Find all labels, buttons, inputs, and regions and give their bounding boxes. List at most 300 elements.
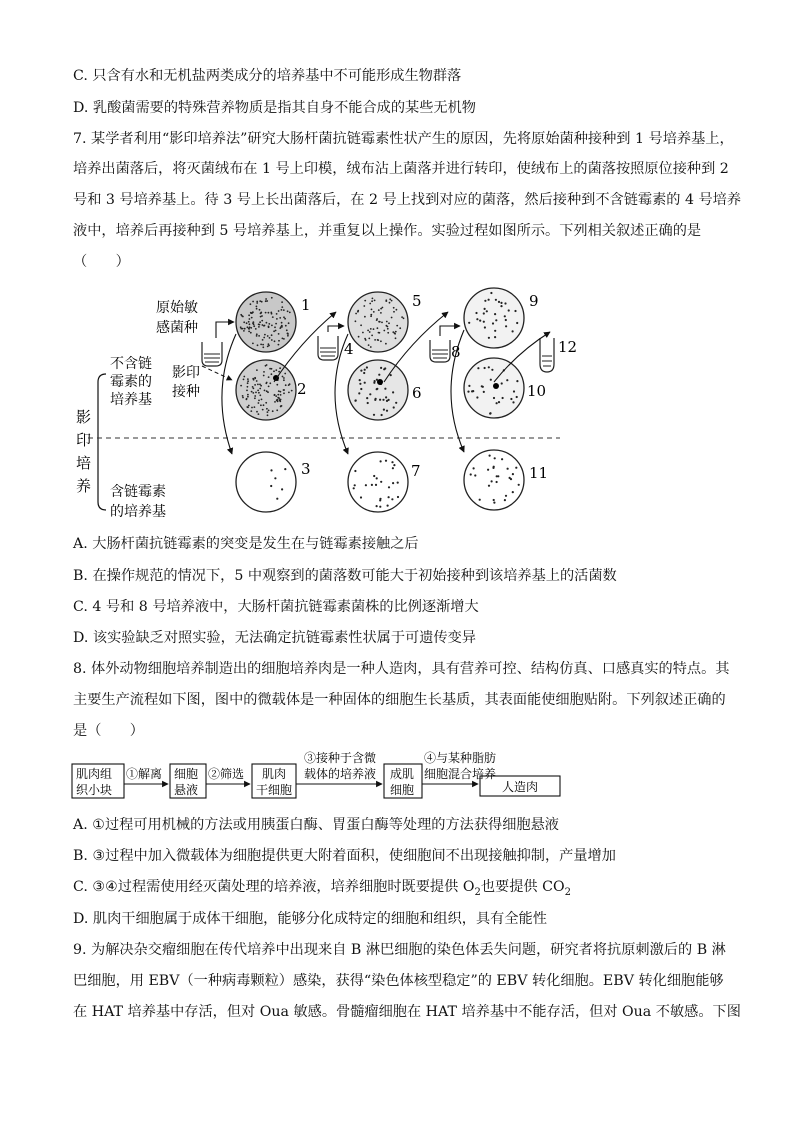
- colony-dot: [265, 300, 267, 302]
- colony-dot: [376, 505, 378, 507]
- colony-dot: [355, 313, 357, 315]
- colony-dot: [377, 327, 379, 329]
- colony-dot: [371, 484, 373, 486]
- colony-dot: [374, 339, 376, 341]
- colony-dot: [516, 380, 518, 382]
- colony-dot: [490, 379, 492, 381]
- colony-dot: [379, 499, 381, 501]
- colony-dot: [263, 375, 265, 377]
- colony-dot: [281, 306, 283, 308]
- colony-dot: [270, 469, 272, 471]
- colony-dot: [492, 467, 494, 469]
- colony-dot: [472, 390, 474, 392]
- q7-stem-line4: 液中，培养后再接种到 5 号培养基上，并重复以上操作。实验过程如图所示。下列相关叙述正确的是: [73, 223, 702, 239]
- colony-dot: [502, 397, 504, 399]
- colony-dot: [383, 409, 385, 411]
- q8-option-a: A. ①过程可用机械的方法或用胰蛋白酶、胃蛋白酶等处理的方法获得细胞悬液: [73, 817, 559, 833]
- colony-dot: [253, 325, 255, 327]
- colony-dot: [248, 405, 250, 407]
- colony-dot: [268, 386, 270, 388]
- colony-dot: [396, 325, 398, 327]
- colony-dot: [493, 499, 495, 501]
- colony-dot: [504, 499, 506, 501]
- replica-plating-diagram: [60, 282, 600, 532]
- colony-dot: [362, 332, 364, 334]
- colony-dot: [250, 312, 252, 314]
- colony-dot: [484, 308, 486, 310]
- colony-dot: [256, 308, 258, 310]
- colony-dot: [489, 413, 491, 415]
- step3-line1: ③接种于含微: [304, 751, 377, 765]
- colony-dot: [261, 399, 263, 401]
- colony-dot: [240, 314, 242, 316]
- colony-dot: [354, 400, 356, 402]
- colony-dot: [476, 318, 478, 320]
- colony-dot: [281, 488, 283, 490]
- colony-dot: [250, 410, 252, 412]
- colony-dot: [283, 309, 285, 311]
- plate-9: [464, 288, 524, 348]
- colony-dot: [384, 388, 386, 390]
- colony-dot: [254, 406, 256, 408]
- colony-dot: [364, 369, 366, 371]
- colony-dot: [385, 396, 387, 398]
- colony-dot: [281, 325, 283, 327]
- colony-dot: [360, 496, 362, 498]
- selected-colony: [493, 383, 499, 389]
- box2-line1: 细胞: [174, 767, 199, 781]
- colony-dot: [252, 392, 254, 394]
- colony-dot: [393, 311, 395, 313]
- colony-dot: [360, 324, 362, 326]
- colony-dot: [258, 392, 260, 394]
- colony-dot: [385, 460, 387, 462]
- colony-dot: [258, 400, 260, 402]
- colony-dot: [370, 315, 372, 317]
- colony-dot: [468, 385, 470, 387]
- label-no-strep-1: 不含链: [110, 356, 152, 372]
- colony-dot: [289, 312, 291, 314]
- colony-dot: [248, 314, 250, 316]
- q7-stem-line1: 7. 某学者利用“影印培养法”研究大肠杆菌抗链霉素性状产生的原因，先将原始菌种接种到 1 号培养基上，: [73, 131, 734, 147]
- colony-dot: [259, 388, 261, 390]
- colony-dot: [495, 319, 497, 321]
- colony-dot: [496, 402, 498, 404]
- q8-option-c: [73, 877, 571, 903]
- colony-dot: [281, 322, 283, 324]
- colony-dot: [487, 469, 489, 471]
- colony-dot: [279, 367, 281, 369]
- label-no-strep-2: 霉素的: [110, 374, 152, 390]
- colony-dot: [286, 329, 288, 331]
- colony-dot: [256, 301, 258, 303]
- colony-dot: [403, 317, 405, 319]
- colony-dot: [371, 335, 373, 337]
- colony-dot: [247, 382, 249, 384]
- colony-dot: [488, 337, 490, 339]
- option-c-q6: C. 只含有水和无机盐两类成分的培养基中不可能形成生物群落: [73, 68, 462, 84]
- colony-dot: [397, 482, 399, 484]
- option-d-q6: D. 乳酸菌需要的特殊营养物质是指其自身不能合成的某些无机物: [73, 100, 476, 116]
- colony-dot: [391, 498, 393, 500]
- colony-dot: [251, 317, 253, 319]
- colony-dot: [504, 315, 506, 317]
- q8-option-d: D. 肌肉干细胞属于成体干细胞，能够分化成特定的细胞和组织，具有全能性: [73, 911, 547, 927]
- colony-dot: [274, 340, 276, 342]
- number-2: 2: [297, 380, 307, 398]
- q8-stem-line3: 是（ ）: [73, 723, 144, 739]
- colony-dot: [365, 484, 367, 486]
- colony-dot: [379, 399, 381, 401]
- box2-line2: 悬液: [174, 783, 199, 797]
- colony-dot: [278, 310, 280, 312]
- colony-dot: [393, 307, 395, 309]
- colony-dot: [381, 322, 383, 324]
- colony-dot: [389, 298, 391, 300]
- colony-dot: [269, 337, 271, 339]
- colony-dot: [287, 333, 289, 335]
- colony-dot: [378, 374, 380, 376]
- colony-dot: [488, 366, 490, 368]
- colony-dot: [493, 502, 495, 504]
- colony-dot: [396, 309, 398, 311]
- colony-dot: [393, 464, 395, 466]
- colony-dot: [494, 330, 496, 332]
- plate-3: [236, 452, 296, 512]
- q8c-sub-co2: 2: [564, 886, 571, 898]
- colony-dot: [508, 309, 510, 311]
- colony-dot: [366, 366, 368, 368]
- colony-dot: [269, 382, 271, 384]
- colony-dot: [254, 377, 256, 379]
- colony-dot: [257, 390, 259, 392]
- colony-dot: [377, 339, 379, 341]
- colony-dot: [483, 321, 485, 323]
- colony-dot: [278, 397, 280, 399]
- colony-dot: [252, 322, 254, 324]
- colony-dot: [358, 336, 360, 338]
- colony-dot: [248, 331, 250, 333]
- q7-stem-line3: 号和 3 号培养基上。待 3 号上长出菌落后，在 2 号上找到对应的菌落，然后接种到不含链霉素的 4 号培养: [73, 192, 742, 208]
- colony-dot: [247, 386, 249, 388]
- colony-dot: [255, 328, 257, 330]
- colony-dot: [273, 370, 275, 372]
- colony-dot: [260, 385, 262, 387]
- label-no-strep-3: 培养基: [110, 392, 152, 408]
- colony-dot: [287, 310, 289, 312]
- colony-dot: [285, 325, 287, 327]
- colony-dot: [374, 399, 376, 401]
- colony-dot: [483, 312, 485, 314]
- colony-dot: [373, 475, 375, 477]
- colony-dot: [391, 461, 393, 463]
- box3-line2: 干细胞: [256, 783, 293, 797]
- colony-dot: [387, 505, 389, 507]
- colony-dot: [371, 309, 373, 311]
- colony-dot: [244, 328, 246, 330]
- colony-dot: [280, 391, 282, 393]
- label-side-1: 影: [76, 408, 92, 426]
- colony-dot: [271, 339, 273, 341]
- colony-dot: [516, 396, 518, 398]
- colony-dot: [386, 325, 388, 327]
- colony-dot: [256, 380, 258, 382]
- colony-dot: [278, 344, 280, 346]
- plate-2: [236, 360, 296, 420]
- colony-dot: [284, 318, 286, 320]
- colony-dot: [271, 334, 273, 336]
- colony-dot: [256, 335, 258, 337]
- colony-dot: [380, 340, 382, 342]
- colony-dot: [489, 455, 491, 457]
- colony-dot: [392, 482, 394, 484]
- colony-dot: [388, 322, 390, 324]
- colony-dot: [492, 322, 494, 324]
- colony-dot: [483, 391, 485, 393]
- colony-dot: [360, 388, 362, 390]
- colony-dot: [370, 328, 372, 330]
- colony-dot: [283, 338, 285, 340]
- replica-arrow: [202, 366, 232, 380]
- number-10: 10: [527, 382, 547, 400]
- colony-dot: [254, 397, 256, 399]
- colony-dot: [385, 343, 387, 345]
- colony-dot: [467, 391, 469, 393]
- step2-label: ②筛选: [208, 767, 245, 781]
- colony-dot: [283, 392, 285, 394]
- colony-dot: [279, 317, 281, 319]
- colony-dot: [368, 344, 370, 346]
- colony-dot: [267, 411, 269, 413]
- colony-dot: [474, 474, 476, 476]
- colony-dot: [364, 382, 366, 384]
- q8c-text1: C. ③④过程需使用经灭菌处理的培养液，培养细胞时既要提供 O: [73, 879, 475, 895]
- colony-dot: [359, 379, 361, 381]
- colony-dot: [256, 306, 258, 308]
- colony-dot: [501, 382, 503, 384]
- colony-dot: [518, 484, 520, 486]
- step4-line1: ④与某种脂肪: [424, 751, 497, 765]
- colony-dot: [512, 401, 514, 403]
- number-3: 3: [301, 460, 311, 478]
- q9-stem-line1: 9. 为解决杂交瘤细胞在传代培养中出现来自 B 淋巴细胞的染色体丢失问题，研究者将抗原刺激后的 B 淋: [73, 942, 726, 958]
- colony-dot: [272, 410, 274, 412]
- colony-dot: [505, 495, 507, 497]
- colony-dot: [395, 337, 397, 339]
- colony-dot: [477, 367, 479, 369]
- colony-dot: [380, 367, 382, 369]
- colony-dot: [494, 313, 496, 315]
- colony-dot: [358, 392, 360, 394]
- colony-dot: [262, 339, 264, 341]
- colony-dot: [479, 499, 481, 501]
- colony-dot: [470, 473, 472, 475]
- colony-dot: [510, 478, 512, 480]
- q8c-text2: 也要提供 CO: [480, 879, 565, 895]
- colony-dot: [383, 330, 385, 332]
- colony-dot: [247, 380, 249, 382]
- colony-dot: [393, 406, 395, 408]
- colony-dot: [275, 369, 277, 371]
- box4-line1: 成肌: [390, 767, 415, 781]
- step3-line2: 载体的培养液: [304, 767, 377, 781]
- colony-dot: [512, 473, 514, 475]
- colony-dot: [270, 312, 272, 314]
- colony-dot: [281, 309, 283, 311]
- colony-dot: [504, 302, 506, 304]
- colony-dot: [386, 400, 388, 402]
- colony-dot: [368, 338, 370, 340]
- colony-dot: [267, 391, 269, 393]
- colony-dot: [394, 333, 396, 335]
- colony-dot: [399, 327, 401, 329]
- colony-dot: [258, 326, 260, 328]
- colony-dot: [510, 398, 512, 400]
- colony-dot: [498, 301, 500, 303]
- colony-dot: [360, 370, 362, 372]
- colony-dot: [364, 338, 366, 340]
- colony-dot: [278, 390, 280, 392]
- colony-dot: [373, 311, 375, 313]
- colony-dot: [267, 335, 269, 337]
- colony-dot: [257, 384, 259, 386]
- colony-dot: [240, 385, 242, 387]
- colony-dot: [274, 326, 276, 328]
- colony-dot: [276, 409, 278, 411]
- colony-dot: [278, 371, 280, 373]
- colony-dot: [249, 326, 251, 328]
- colony-dot: [243, 379, 245, 381]
- colony-dot: [243, 321, 245, 323]
- colony-dot: [401, 316, 403, 318]
- number-1: 1: [301, 296, 311, 314]
- colony-dot: [280, 399, 282, 401]
- colony-dot: [359, 383, 361, 385]
- colony-dot: [268, 410, 270, 412]
- q7-option-d: D. 该实验缺乏对照实验，无法确定抗链霉素性状属于可遗传变异: [73, 630, 476, 646]
- colony-dot: [258, 413, 260, 415]
- colony-dot: [280, 405, 282, 407]
- colony-dot: [258, 402, 260, 404]
- colony-dot: [397, 496, 399, 498]
- label-replica-2: 接种: [172, 384, 200, 400]
- colony-dot: [257, 344, 259, 346]
- colony-dot: [263, 371, 265, 373]
- colony-dot: [512, 491, 514, 493]
- colony-dot: [250, 327, 252, 329]
- colony-dot: [260, 316, 262, 318]
- label-strep-2: 的培养基: [110, 504, 166, 520]
- step1-label: ①解离: [126, 767, 163, 781]
- colony-dot: [281, 301, 283, 303]
- colony-dot: [246, 399, 248, 401]
- colony-dot: [274, 477, 276, 479]
- colony-dot: [373, 328, 375, 330]
- colony-dot: [291, 390, 293, 392]
- number-4: 4: [344, 340, 354, 358]
- colony-dot: [256, 369, 258, 371]
- colony-dot: [354, 484, 356, 486]
- colony-dot: [506, 379, 508, 381]
- colony-dot: [285, 384, 287, 386]
- production-flowchart: [60, 748, 570, 804]
- colony-dot: [254, 384, 256, 386]
- colony-dot: [274, 394, 276, 396]
- colony-dot: [378, 309, 380, 311]
- colony-dot: [500, 302, 502, 304]
- colony-dot: [484, 367, 486, 369]
- colony-dot: [512, 330, 514, 332]
- colony-dot: [283, 379, 285, 381]
- colony-dot: [395, 402, 397, 404]
- colony-dot: [364, 300, 366, 302]
- colony-dot: [515, 467, 517, 469]
- colony-dot: [367, 402, 369, 404]
- colony-dot: [283, 377, 285, 379]
- colony-dot: [263, 404, 265, 406]
- colony-dot: [284, 373, 286, 375]
- colony-dot: [248, 328, 250, 330]
- colony-dot: [266, 382, 268, 384]
- q8c-sub-o2: 2: [474, 886, 481, 898]
- colony-dot: [262, 344, 264, 346]
- colony-dot: [363, 372, 365, 374]
- colony-dot: [275, 395, 277, 397]
- colony-dot: [243, 376, 245, 378]
- colony-dot: [490, 292, 492, 294]
- colony-dot: [250, 332, 252, 334]
- colony-dot: [252, 312, 254, 314]
- label-original-strain-2: 感菌种: [156, 320, 198, 336]
- colony-dot: [265, 402, 267, 404]
- q8-stem-line1: 8. 体外动物细胞培养制造出的细胞培养肉是一种人造肉，具有营养可控、结构仿真、口感真实的特点。其: [73, 661, 730, 677]
- q9-stem-line2: 巴细胞，用 EBV（一种病毒颗粒）感染，获得“染色体核型稳定”的 EBV 转化细胞。EBV 转化细胞能够: [73, 973, 724, 989]
- colony-dot: [273, 330, 275, 332]
- colony-dot: [262, 324, 264, 326]
- colony-dot: [501, 458, 503, 460]
- colony-dot: [261, 301, 263, 303]
- colony-dot: [271, 297, 273, 299]
- colony-dot: [276, 384, 278, 386]
- colony-dot: [376, 388, 378, 390]
- colony-dot: [488, 485, 490, 487]
- step4-line2: 细胞混合培养: [424, 767, 497, 781]
- q7-answer-blank: （ ）: [73, 254, 130, 270]
- colony-dot: [264, 334, 266, 336]
- colony-dot: [243, 330, 245, 332]
- colony-dot: [381, 414, 383, 416]
- label-side-3: 培: [76, 454, 92, 472]
- colony-dot: [260, 344, 262, 346]
- colony-dot: [268, 326, 270, 328]
- colony-dot: [389, 302, 391, 304]
- colony-dot: [252, 301, 254, 303]
- colony-dot: [494, 336, 496, 338]
- q7-option-c: C. 4 号和 8 号培养液中，大肠杆菌抗链霉素菌株的比例逐渐增大: [73, 599, 479, 615]
- colony-dot: [265, 312, 267, 314]
- colony-dot: [468, 322, 470, 324]
- colony-dot: [260, 404, 262, 406]
- colony-dot: [277, 394, 279, 396]
- q7-stem-line2: 培养出菌落后，将灭菌绒布在 1 号上印模，绒布沾上菌落并进行转印，使绒布上的菌落按照原位接种到 2: [73, 161, 729, 177]
- colony-dot: [370, 346, 372, 348]
- colony-dot: [479, 320, 481, 322]
- colony-dot: [240, 326, 242, 328]
- colony-dot: [391, 317, 393, 319]
- colony-dot: [251, 391, 253, 393]
- colony-dot: [491, 369, 493, 371]
- colony-dot: [473, 467, 475, 469]
